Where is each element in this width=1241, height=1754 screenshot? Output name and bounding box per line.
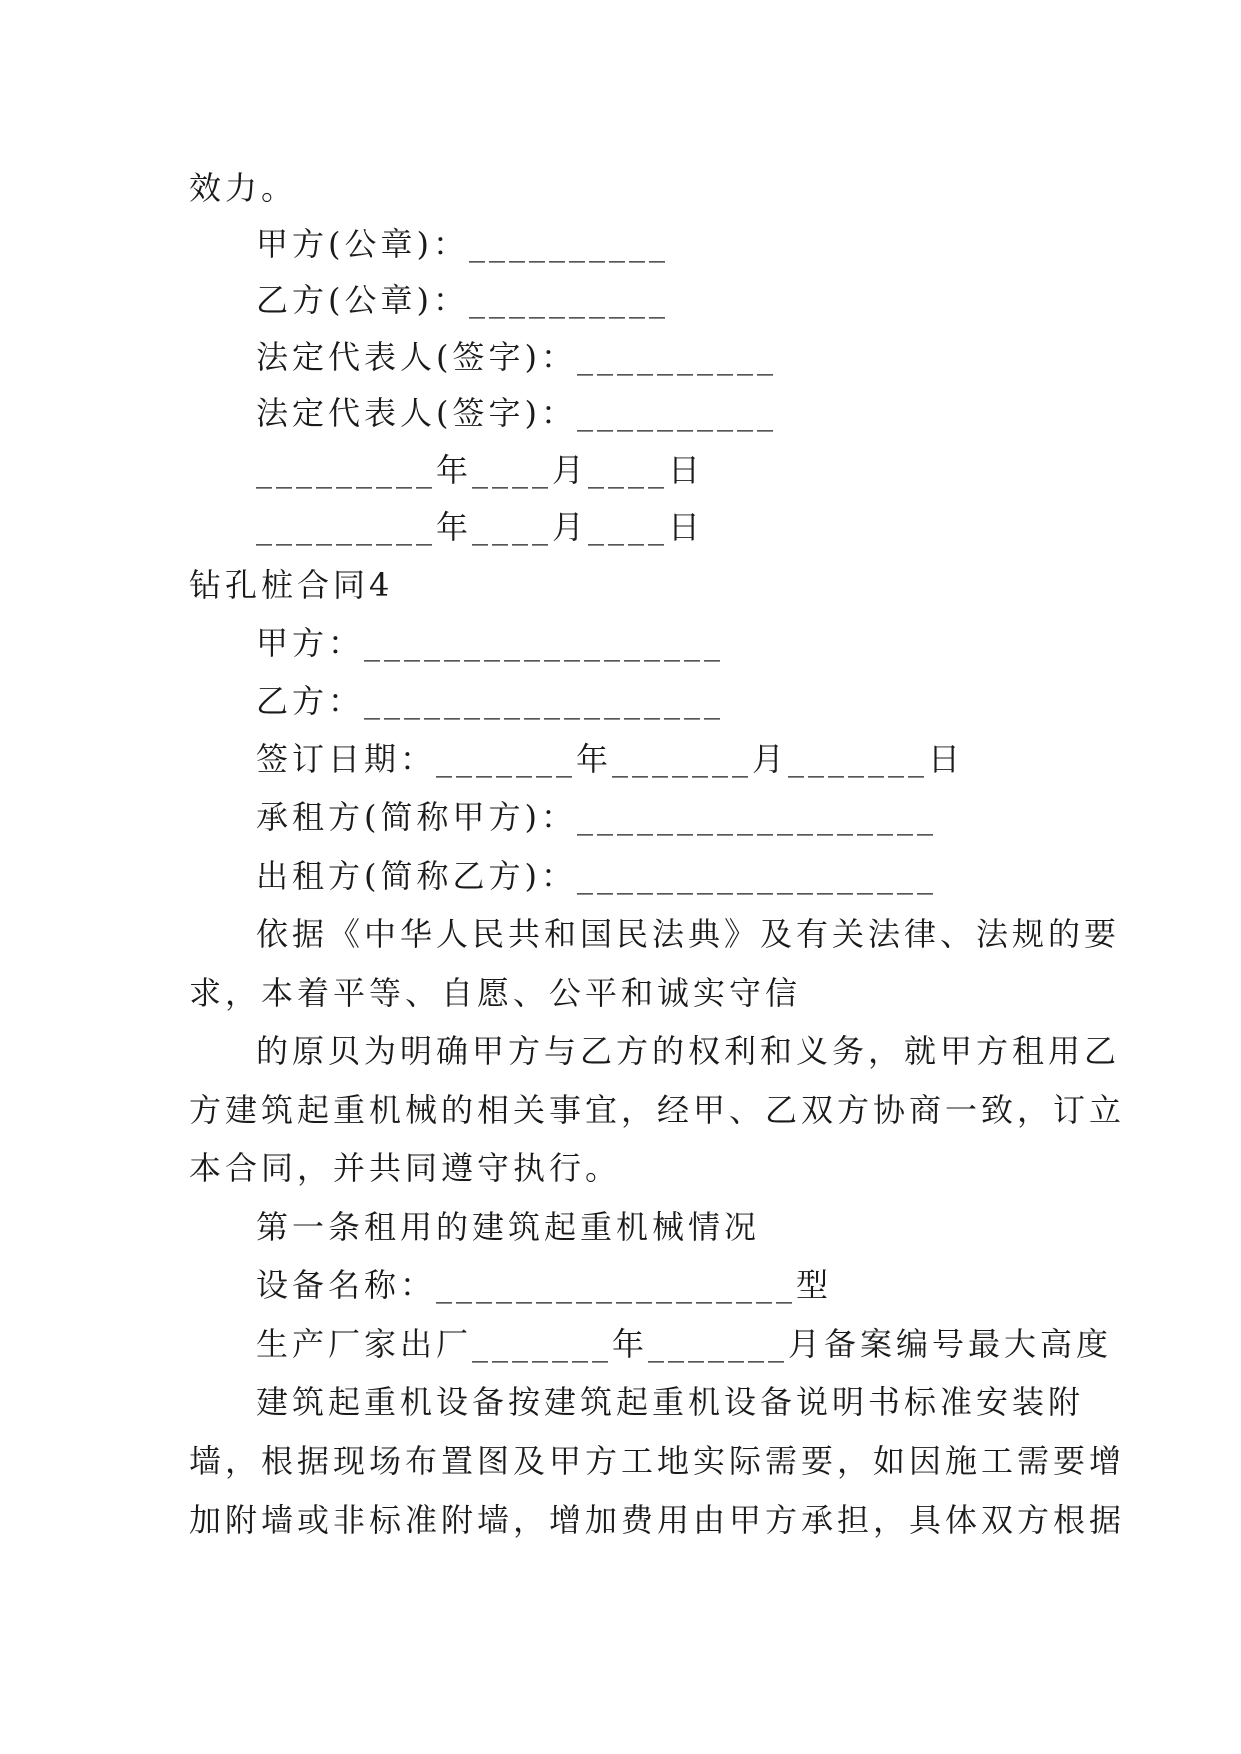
legal-rep-signature-line: 法定代表人(签字)：__________ bbox=[256, 394, 777, 432]
paragraph-line: 本合同，并共同遵守执行。 bbox=[189, 1149, 622, 1187]
paragraph-line: 求，本着平等、自愿、公平和诚实守信 bbox=[189, 974, 802, 1012]
lessor-line: 出租方(简称乙方)：__________________ bbox=[256, 857, 937, 895]
equipment-name-line: 设备名称：__________________型 bbox=[256, 1266, 833, 1304]
party-a-seal-line: 甲方(公章)：__________ bbox=[256, 225, 669, 263]
paragraph-line: 依据《中华人民共和国民法典》及有关法律、法规的要 bbox=[256, 915, 1121, 953]
legal-rep-signature-line: 法定代表人(签字)：__________ bbox=[256, 338, 777, 376]
paragraph-line: 方建筑起重机械的相关事宜，经甲、乙双方协商一致，订立 bbox=[189, 1091, 1126, 1129]
party-b-seal-line: 乙方(公章)：__________ bbox=[256, 281, 669, 319]
date-line: _________年____月____日 bbox=[256, 508, 705, 546]
party-b-line: 乙方：__________________ bbox=[256, 682, 725, 720]
date-line: _________年____月____日 bbox=[256, 451, 705, 489]
party-a-line: 甲方：__________________ bbox=[256, 624, 725, 662]
paragraph-line: 的原贝为明确甲方与乙方的权利和义务，就甲方租用乙 bbox=[256, 1032, 1121, 1070]
lessee-line: 承租方(简称甲方)：__________________ bbox=[256, 798, 937, 836]
section-title: 钻孔桩合同4 bbox=[189, 566, 394, 604]
article-heading: 第一条租用的建筑起重机械情况 bbox=[256, 1208, 761, 1246]
paragraph-line: 建筑起重机设备按建筑起重机设备说明书标准安装附 bbox=[256, 1383, 1085, 1421]
text-line: 效力。 bbox=[189, 169, 298, 207]
signing-date-line: 签订日期：_______年_______月_______日 bbox=[256, 740, 965, 778]
paragraph-line: 墙，根据现场布置图及甲方工地实际需要，如因施工需要增 bbox=[189, 1442, 1126, 1480]
manufacturer-line: 生产厂家出厂_______年_______月备案编号最大高度 bbox=[256, 1325, 1113, 1363]
paragraph-line: 加附墙或非标准附墙，增加费用由甲方承担，具体双方根据 bbox=[189, 1501, 1126, 1539]
